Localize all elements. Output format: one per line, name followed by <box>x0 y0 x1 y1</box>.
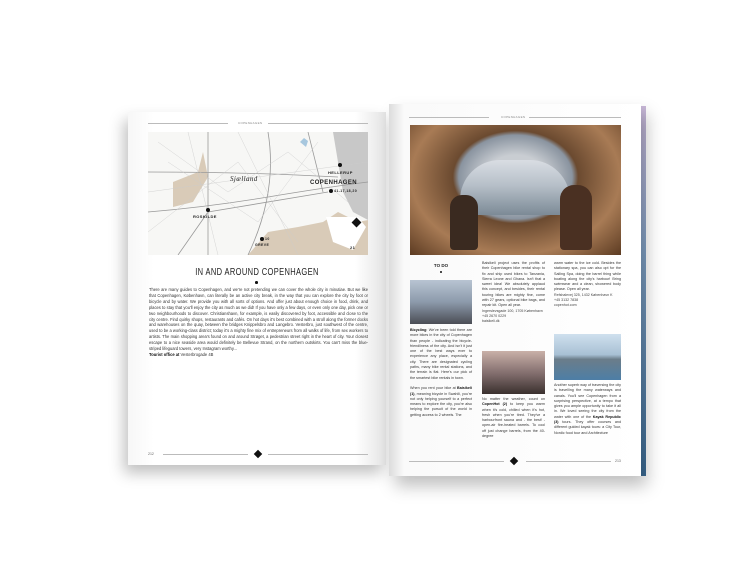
map-ref-copenhagen: 41-17,18,20 <box>334 189 358 193</box>
intro-text <box>149 287 368 358</box>
website-link[interactable]: copenhot.com <box>554 302 577 307</box>
divider <box>268 123 368 124</box>
baisikeli-name: Baisikeli (1) <box>410 386 472 396</box>
tourist-label: Tourist office at <box>149 351 180 357</box>
person-left <box>450 195 478 250</box>
page-number: 213 <box>615 459 621 463</box>
map-label-greve: GREVE <box>255 243 270 247</box>
kayak-name: Kayak Republic (3) <box>554 414 621 425</box>
kayak-intro: Another superb way of traversing the city is travelling the many waterways and canals. You'll see Copenhagen from a surprising perspective, at a tempo that gives you ample opportunity to take it all in. We loved seeing the city from the water with one of the <box>554 383 621 419</box>
copenhot-photo <box>482 351 545 394</box>
bicycling-text: : We've been told there are more bikes in the city of Copenhagen than people - indicating the bicycle-friendliness of the city. And isn't it just one of the best ways ever to experience any place, especially a city. There are designated cycling paths, many bike rental stations, and the terrain is flat. Here's our pick of the smartest bike rentals in town. <box>410 328 472 380</box>
divider <box>148 123 228 124</box>
divider <box>409 461 504 462</box>
map-marker <box>329 189 333 193</box>
phone: +45 2670 0229 <box>482 313 507 318</box>
title-ornament <box>255 281 258 284</box>
map-label-hellerup: HELLERUP <box>328 170 353 175</box>
map-graphic <box>148 132 368 255</box>
left-page <box>128 112 386 465</box>
map-marker <box>206 208 210 212</box>
col2-text <box>482 261 545 324</box>
page-number: 212 <box>148 452 154 456</box>
baisikeli-text: , meaning bicycle in Swahili, you're not only helping yourself to a perfect means to explore the city, you're also helping the pursuit of the world in getting access to 2 wheels. The <box>410 391 472 417</box>
baisikeli-address <box>482 309 545 324</box>
running-header: COPENHAGEN <box>238 121 263 125</box>
copenhot-more: warm water to the ice cold. Besides the stationary spa, you can also opt for the Sailing Spa, doing the barrel thing while boating along the city's harbour! Bring swimwear and a clean, showered body please. Open all year. <box>554 261 621 292</box>
col3-text <box>554 261 621 308</box>
col2-text-b <box>482 397 545 439</box>
diamond-ornament-icon <box>510 457 518 465</box>
running-header: COPENHAGEN <box>501 115 526 119</box>
map-marker <box>338 163 342 167</box>
copenhot-intro: No matter the weather, count on <box>482 397 545 401</box>
map-ref-greve: 10 <box>265 237 270 241</box>
divider <box>268 454 368 455</box>
map-ref-corner: 21 <box>350 245 356 250</box>
col3-text-b <box>554 383 621 436</box>
kayak-text: tours. They offer courses and different guided kayak tours: a City Tour, Nordic food tour and Architecture <box>554 420 621 435</box>
copenhot-text: to keep you warm when it's cold, chilled when it's hot, fresh when you're tired. They've a harbourfront sauna and - the best! - open-air fire-heated barrels. To cool off just change barrels, from the 40-degree <box>482 402 545 439</box>
address: Refshalevej 325, 1432 København K <box>554 292 613 297</box>
divider <box>529 117 621 118</box>
copenhot-name: CopenHot (2) <box>482 402 508 407</box>
divider <box>163 454 248 455</box>
map-label-copenhagen: COPENHAGEN <box>310 180 358 186</box>
phone: +45 3132 7838 <box>554 297 579 302</box>
kayak-photo <box>554 334 621 380</box>
tourist-value: Vesterbrogade 4B <box>180 351 214 357</box>
intro-body: There are many guides to Copenhagen, and we're not pretending we can cover the whole city in minutiae. But we like that Copenhagen, København, can literally be an active city break, in the way that you can explore the city by foot or bicycle and by water. We provide you with all sorts of options. And offer just about enough choice in food, drink, and places to stay that you'll enjoy the city as much as we did! If you have only a few days, or even only one day, pick one or two neighbourhoods to discover. Christianshavn, for example, is easily discovered by foot, accessible and close to the city centre. Find quirky shops, restaurants and cafés. On hot days it's best combined with a stroll along the former docks and warehouses on the quay, between the bridges Knippelsbro and Langebro. Vesterbro, just southwest of the centre, used to be a working-class district; today it's a mighty fine mix of entrepreneurs from all walks of life, from sex workers to artists. The main shopping area's found on and around Strøget, a pedestrian street right in the heart of city. Your closest escape to a nice seaside area would definitely be Bellevue Strand, on the northern outskirts. You can't miss the blue-striped lifeguard towers, very Instagram worthy... <box>149 287 368 352</box>
baisikeli-more: Baisikeli project uses the profits of their Copenhagen bike rental shop to fix and ship used bikes to Tanzania, Sierra Leone and Ghana. Isn't that a sweet idea! We absolutely applaud this concept, and besides, their rental touring bikes are mighty fine, come with 27 gears, optional bike bags, and repair kit. Open all year. <box>482 261 545 308</box>
website-link[interactable]: baisikeli.dk <box>482 318 500 323</box>
sauna-photo <box>410 125 621 255</box>
baisikeli-intro: When you rent your bike at <box>410 386 458 391</box>
map-label-region: Sjælland <box>230 175 258 183</box>
col1-text <box>410 328 472 418</box>
address: Ingerslevsgade 100, 1705 København <box>482 308 543 313</box>
divider <box>526 461 611 462</box>
right-page <box>389 104 641 476</box>
page-title: IN AND AROUND COPENHAGEN <box>195 267 319 278</box>
copenhot-address <box>554 293 621 308</box>
map-marker <box>260 237 264 241</box>
divider <box>409 117 489 118</box>
map-label-roskilde: ROSKILDE <box>193 214 217 219</box>
bicycling-label: Bicycling <box>410 328 427 332</box>
section-ornament <box>440 271 442 273</box>
bike-photo <box>410 280 472 324</box>
section-heading: TO DO <box>433 263 449 268</box>
diamond-ornament-icon <box>254 450 262 458</box>
person-right <box>560 185 592 250</box>
map <box>148 132 368 255</box>
